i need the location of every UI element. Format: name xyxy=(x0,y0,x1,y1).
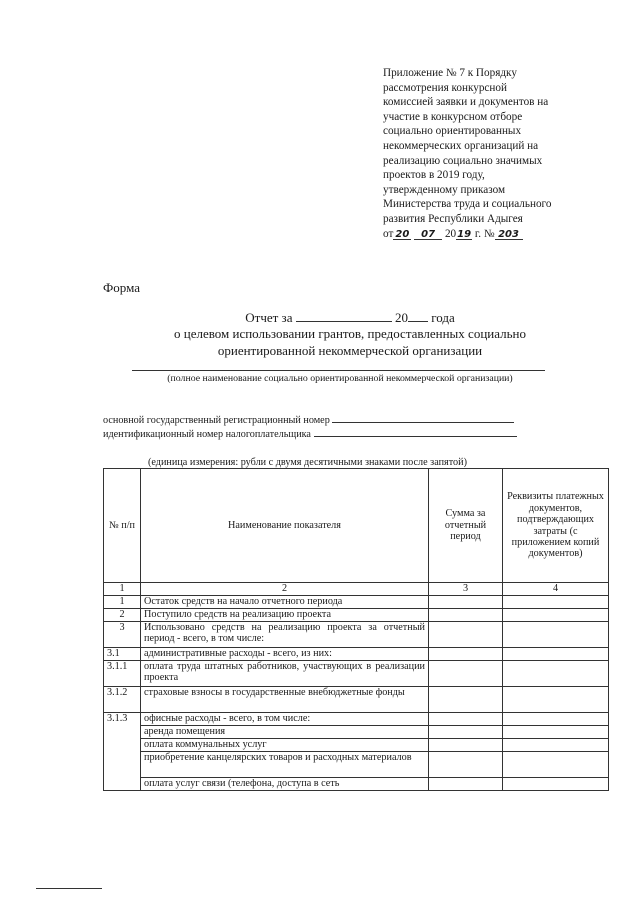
row-sum-cell xyxy=(429,622,503,648)
row-name: приобретение канцелярских товаров и расходных материалов xyxy=(141,752,429,778)
row-requisites-cell xyxy=(503,752,609,778)
appendix-line: Министерства труда и социального xyxy=(383,198,552,211)
report-for-label: Отчет за xyxy=(245,310,293,325)
appendix-line: Приложение № 7 к Порядку xyxy=(383,67,517,79)
unit-note: (единица измерения: рубли с двумя десятичными знаками после запятой) xyxy=(148,457,467,468)
fullname-note: (полное наименование социально ориентированной некоммерческой организации) xyxy=(167,373,513,384)
row-num: 3.1.1 xyxy=(104,661,141,687)
row-num: 1 xyxy=(104,596,141,609)
date-year-prefix: 20 xyxy=(444,227,457,240)
report-title-line3: ориентированной некоммерческой организации xyxy=(217,343,483,358)
period-blank xyxy=(296,310,392,322)
table-row xyxy=(104,609,609,622)
row-sum-cell xyxy=(429,648,503,661)
row-name: страховые взносы в государственные внебюджетные фонды xyxy=(141,687,429,713)
appendix-date-line xyxy=(383,227,588,242)
row-sum-cell xyxy=(429,713,503,726)
row-name: аренда помещения xyxy=(141,726,429,739)
row-name: Поступило средств на реализацию проекта xyxy=(141,609,429,622)
col-number: 2 xyxy=(141,583,429,596)
row-requisites-cell xyxy=(503,609,609,622)
table-header-row xyxy=(104,469,609,583)
row-name: административные расходы - всего, из них: xyxy=(141,648,429,661)
row-num: 3.1.3 xyxy=(104,713,141,791)
appendix-line: развития Республики Адыгея xyxy=(383,212,523,225)
row-requisites-cell xyxy=(503,713,609,726)
order-number: 203 xyxy=(495,228,523,240)
report-table xyxy=(103,468,609,791)
row-requisites-cell xyxy=(503,778,609,791)
date-day: 20 xyxy=(393,228,411,240)
appendix-block xyxy=(383,66,588,241)
row-num: 3 xyxy=(104,622,141,648)
year-blank xyxy=(408,310,428,322)
row-sum-cell xyxy=(429,752,503,778)
year-prefix: 20 xyxy=(394,310,408,325)
table-row xyxy=(104,648,609,661)
row-requisites-cell xyxy=(503,648,609,661)
year-word: года xyxy=(431,310,455,325)
appendix-line: проектов в 2019 году, xyxy=(383,169,485,182)
row-name: оплата труда штатных работников, участвующих в реализации проекта xyxy=(141,661,429,687)
appendix-line: реализацию социально значимых xyxy=(383,154,543,167)
table-row xyxy=(104,739,609,752)
row-sum-cell xyxy=(429,726,503,739)
row-num: 2 xyxy=(104,609,141,622)
row-sum-cell xyxy=(429,778,503,791)
row-sum-cell xyxy=(429,596,503,609)
header-indicator: Наименование показателя xyxy=(141,469,429,583)
column-number-row xyxy=(104,583,609,596)
ogrn-label: основной государственный регистрационный номер xyxy=(103,415,330,426)
row-name: офисные расходы - всего, в том числе: xyxy=(141,713,429,726)
date-year: 19 xyxy=(457,228,472,240)
table-row xyxy=(104,752,609,778)
inn-blank xyxy=(314,427,517,437)
table-row xyxy=(104,661,609,687)
table-row xyxy=(104,622,609,648)
date-prefix: от xyxy=(383,227,394,240)
date-year-suffix: г. № xyxy=(474,227,495,240)
form-label: Форма xyxy=(103,280,140,295)
ogrn-blank xyxy=(332,413,514,423)
table-row xyxy=(104,778,609,791)
row-requisites-cell xyxy=(503,739,609,752)
appendix-line: социально ориентированных xyxy=(383,125,522,138)
row-requisites-cell xyxy=(503,622,609,648)
row-sum-cell xyxy=(429,661,503,687)
date-month: 07 xyxy=(414,228,442,240)
appendix-line: участие в конкурсном отборе xyxy=(383,110,523,123)
row-requisites-cell xyxy=(503,596,609,609)
report-title-line2: о целевом использовании грантов, предоставленных социально xyxy=(173,326,526,341)
row-num: 3.1 xyxy=(104,648,141,661)
header-sum: Сумма за отчетный период xyxy=(429,469,503,583)
row-name: оплата услуг связи (телефона, доступа в сеть xyxy=(141,778,429,791)
row-requisites-cell xyxy=(503,726,609,739)
table-row xyxy=(104,726,609,739)
row-requisites-cell xyxy=(503,661,609,687)
row-name: оплата коммунальных услуг xyxy=(141,739,429,752)
table-row xyxy=(104,596,609,609)
inn-label: идентификационный номер налогоплательщика xyxy=(103,429,311,440)
row-sum-cell xyxy=(429,609,503,622)
appendix-line: комиссией заявки и документов на xyxy=(383,96,549,109)
table-row xyxy=(104,713,609,726)
row-name: Остаток средств на начало отчетного периода xyxy=(141,596,429,609)
row-sum-cell xyxy=(429,687,503,713)
footnote-separator xyxy=(36,888,102,889)
col-number: 1 xyxy=(104,583,141,596)
header-requisites: Реквизиты платежных документов, подтверждающих затраты (с приложением копий документов) xyxy=(503,469,609,583)
col-number: 4 xyxy=(503,583,609,596)
row-sum-cell xyxy=(429,739,503,752)
appendix-line: некоммерческих организаций на xyxy=(383,139,539,152)
inn-line xyxy=(103,427,517,440)
ogrn-line xyxy=(103,413,514,426)
header-num: № п/п xyxy=(104,469,141,583)
appendix-line: утвержденному приказом xyxy=(383,183,506,196)
row-name: Использовано средств на реализацию проекта за отчетный период - всего, в том числе: xyxy=(141,622,429,648)
row-requisites-cell xyxy=(503,687,609,713)
row-num: 3.1.2 xyxy=(104,687,141,713)
col-number: 3 xyxy=(429,583,503,596)
appendix-line: рассмотрения конкурсной xyxy=(383,81,507,94)
fullname-blank-line xyxy=(132,370,545,371)
table-row xyxy=(104,687,609,713)
